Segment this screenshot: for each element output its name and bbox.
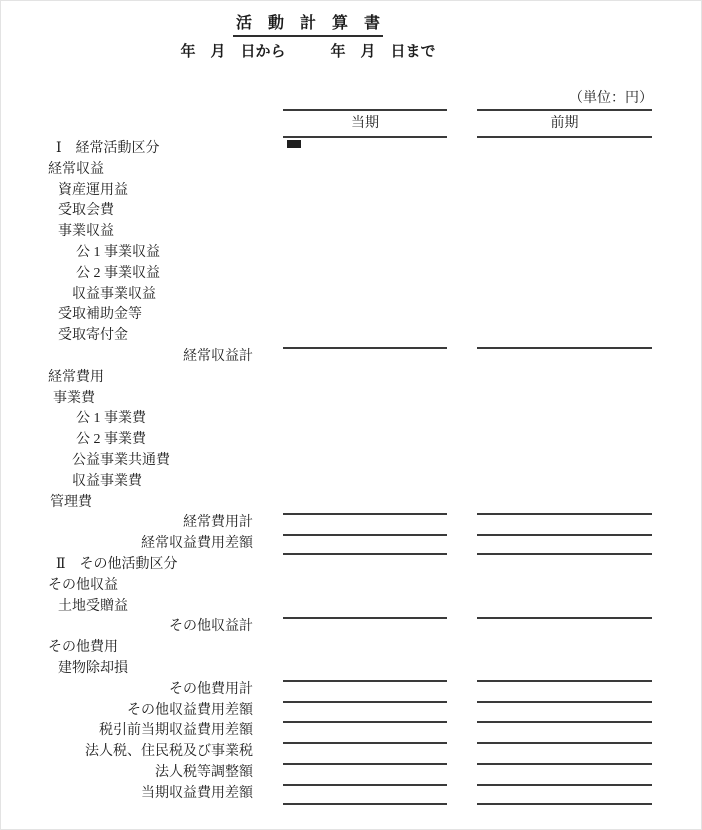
column-header-current: 当期	[283, 109, 447, 138]
table-row	[0, 222, 702, 243]
table-row	[0, 430, 702, 451]
row-label: 土地受贈益	[58, 598, 128, 614]
value-cell-previous	[477, 160, 652, 181]
value-cell-previous	[477, 742, 652, 763]
table-row	[0, 659, 702, 680]
value-cell-previous	[477, 534, 652, 555]
row-label: その他収益費用差額	[127, 702, 253, 718]
value-cell-current	[283, 638, 447, 659]
row-label: 建物除却損	[58, 660, 128, 676]
row-label: 税引前当期収益費用差額	[99, 723, 253, 739]
document-header	[0, 10, 616, 61]
row-label: その他費用	[48, 640, 118, 656]
value-cell-previous	[477, 555, 652, 576]
table-row	[0, 451, 702, 472]
value-cell-current	[283, 534, 447, 555]
value-cell-current	[283, 472, 447, 493]
value-cell-previous	[477, 638, 652, 659]
value-cell-previous	[477, 201, 652, 222]
value-cell-current	[283, 493, 447, 514]
row-label: 公益事業共通費	[72, 452, 170, 468]
value-cell-current	[283, 680, 447, 701]
row-label: 公 1 事業収益	[76, 244, 160, 260]
value-cell-previous	[477, 659, 652, 680]
value-cell-previous	[477, 493, 652, 514]
value-cell-previous	[477, 347, 652, 368]
value-cell-previous	[477, 721, 652, 742]
document-title: 活 動 計 算 書	[233, 10, 383, 37]
value-cell-current	[283, 285, 447, 306]
table-row	[0, 285, 702, 306]
value-cell-previous	[477, 181, 652, 202]
table-row	[0, 409, 702, 430]
column-header-previous: 前期	[477, 109, 652, 138]
row-label: 公 2 事業収益	[76, 265, 160, 281]
row-label: 法人税等調整額	[155, 764, 253, 780]
row-label: 受取会費	[58, 203, 114, 219]
row-label: 資産運用益	[58, 182, 128, 198]
value-cell-current	[283, 222, 447, 243]
row-label: 経常収益費用差額	[141, 536, 253, 552]
value-cell-current	[283, 305, 447, 326]
value-cell-current	[283, 389, 447, 410]
value-cell-current	[283, 763, 447, 784]
table-row	[0, 326, 702, 347]
value-cell-previous	[477, 680, 652, 701]
row-label: その他収益	[48, 577, 118, 593]
row-label: その他収益計	[169, 619, 253, 635]
value-cell-current	[283, 347, 447, 368]
table-row	[0, 347, 702, 368]
value-cell-previous	[477, 451, 652, 472]
value-cell-previous	[477, 222, 652, 243]
value-cell-previous	[477, 264, 652, 285]
value-cell-previous	[477, 409, 652, 430]
value-cell-current	[283, 181, 447, 202]
row-label: 経常収益計	[183, 348, 253, 364]
row-label: 事業収益	[58, 224, 114, 240]
row-label: 受取補助金等	[58, 307, 142, 323]
table-row	[0, 181, 702, 202]
table-row	[0, 784, 702, 805]
unit-label: （単位：円）	[569, 91, 653, 106]
value-cell-previous	[477, 784, 652, 805]
value-cell-current	[283, 264, 447, 285]
value-cell-current	[283, 368, 447, 389]
row-label: 経常収益	[48, 161, 104, 177]
value-cell-current	[283, 617, 447, 638]
value-cell-current	[283, 513, 447, 534]
table-row	[0, 305, 702, 326]
row-label: 管理費	[50, 494, 92, 510]
value-cell-current	[283, 430, 447, 451]
row-label: その他費用計	[169, 681, 253, 697]
table-row	[0, 243, 702, 264]
value-cell-previous	[477, 243, 652, 264]
table-row	[0, 763, 702, 784]
value-cell-previous	[477, 368, 652, 389]
row-label: Ⅰ 経常活動区分	[56, 141, 160, 156]
row-label: 法人税、住民税及び事業税	[85, 744, 253, 760]
value-cell-current	[283, 139, 447, 160]
value-cell-current	[283, 721, 447, 742]
value-cell-previous	[477, 389, 652, 410]
value-cell-previous	[477, 305, 652, 326]
value-cell-previous	[477, 139, 652, 160]
value-cell-previous	[477, 326, 652, 347]
value-cell-previous	[477, 430, 652, 451]
row-label: 公 2 事業費	[76, 432, 146, 448]
table-row	[0, 389, 702, 410]
table-row	[0, 555, 702, 576]
value-cell-previous	[477, 472, 652, 493]
table-row	[0, 264, 702, 285]
value-cell-previous	[477, 617, 652, 638]
table-row	[0, 493, 702, 514]
value-cell-current	[283, 784, 447, 805]
row-label: 公 1 事業費	[76, 411, 146, 427]
table-row	[0, 201, 702, 222]
table-row	[0, 139, 702, 160]
table-row	[0, 721, 702, 742]
value-cell-current	[283, 659, 447, 680]
value-cell-current	[283, 326, 447, 347]
value-cell-current	[283, 576, 447, 597]
value-cell-current	[283, 451, 447, 472]
table-row	[0, 742, 702, 763]
value-cell-previous	[477, 513, 652, 534]
table-row	[0, 701, 702, 722]
value-cell-previous	[477, 576, 652, 597]
value-cell-current	[283, 160, 447, 181]
row-label: 経常費用計	[183, 515, 253, 531]
table-row	[0, 160, 702, 181]
period-line: 年 月 日から 年 月 日まで	[180, 44, 436, 60]
row-label: Ⅱ その他活動区分	[56, 556, 178, 572]
value-cell-current	[283, 701, 447, 722]
statement-rows	[0, 139, 702, 805]
value-cell-current	[283, 555, 447, 576]
row-label: 事業費	[53, 390, 95, 406]
value-cell-previous	[477, 763, 652, 784]
table-row	[0, 368, 702, 389]
table-row	[0, 680, 702, 701]
value-cell-previous	[477, 285, 652, 306]
value-cell-current	[283, 243, 447, 264]
value-cell-current	[283, 742, 447, 763]
row-label: 収益事業収益	[72, 286, 156, 302]
value-cell-current	[283, 409, 447, 430]
table-row	[0, 576, 702, 597]
row-label: 経常費用	[48, 369, 104, 385]
table-row	[0, 513, 702, 534]
table-row	[0, 638, 702, 659]
row-label: 受取寄付金	[58, 328, 128, 344]
row-label: 当期収益費用差額	[141, 785, 253, 801]
table-row	[0, 617, 702, 638]
table-row	[0, 534, 702, 555]
table-row	[0, 472, 702, 493]
value-cell-current	[283, 597, 447, 618]
value-cell-previous	[477, 701, 652, 722]
value-cell-previous	[477, 597, 652, 618]
table-row	[0, 597, 702, 618]
row-label: 収益事業費	[72, 473, 142, 489]
value-cell-current	[283, 201, 447, 222]
